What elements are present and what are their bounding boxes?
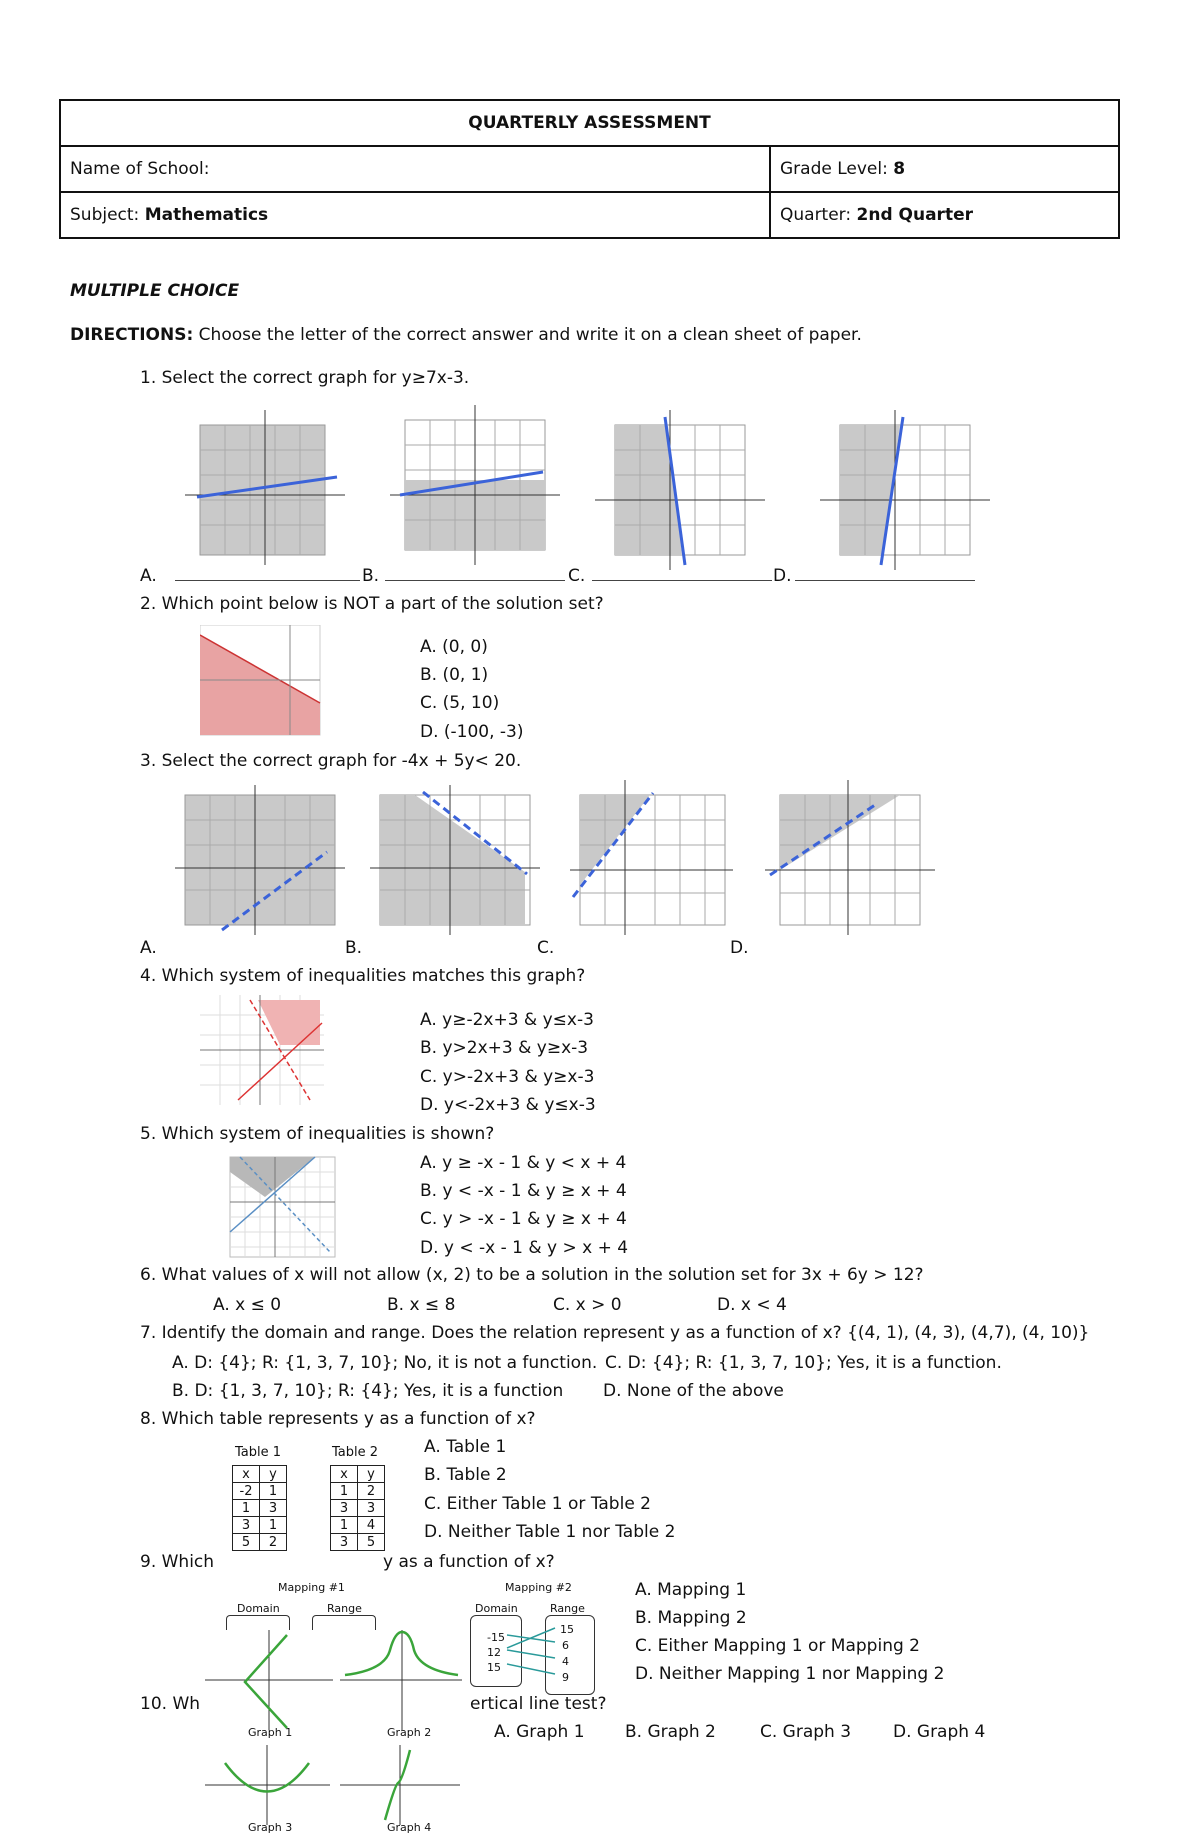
q10-option-d: D. Graph 4 [893,1722,986,1742]
q7-option-c: C. D: {4}; R: {1, 3, 7, 10}; Yes, it is a function. [605,1353,1002,1373]
q4-graph [200,995,325,1105]
q3-graph-a [170,780,350,940]
mapping2-domain-val: -15 [487,1631,505,1644]
q1-label-b: B. [362,566,380,586]
q8-text: 8. Which table represents y as a function of x? [140,1409,536,1429]
q5-graph [225,1152,340,1260]
q1-underline-b [385,580,565,581]
grade-label: Grade Level: [780,159,888,179]
q9-option-d: D. Neither Mapping 1 nor Mapping 2 [635,1664,945,1684]
q1-label-d: D. [773,566,792,586]
q2-option-b: B. (0, 1) [420,665,489,685]
table-cell: 1 [260,1483,287,1500]
table-cell: x [233,1466,260,1483]
q1-underline-d [795,580,975,581]
mapping2-domain-val: 12 [487,1646,501,1659]
q4-option-a: A. y≥-2x+3 & y≤x-3 [420,1010,594,1030]
q1-label-a: A. [140,566,157,586]
q1-graph-b [385,400,565,575]
table-cell: 5 [358,1534,385,1551]
table-cell: 1 [331,1483,358,1500]
q5-option-c: C. y > -x - 1 & y ≥ x + 4 [420,1209,627,1229]
q2-graph [200,625,322,737]
q3-graph-d [760,775,940,940]
table-cell: 2 [260,1534,287,1551]
table-cell: 3 [331,1500,358,1517]
q1-underline-c [592,580,772,581]
q10-option-a: A. Graph 1 [494,1722,585,1742]
q7-text: 7. Identify the domain and range. Does the relation represent y as a function of x? {(4, 1), (4, 3), (4,7), (4, 10)} [140,1323,1090,1343]
mapping2-domain: Domain [475,1602,518,1615]
q1-graph-d [815,405,995,575]
q8-option-d: D. Neither Table 1 nor Table 2 [424,1522,676,1542]
school-label: Name of School: [70,159,210,179]
directions-label: DIRECTIONS: [70,325,194,345]
q3-label-b: B. [345,938,363,958]
table-cell: 3 [331,1534,358,1551]
q4-text: 4. Which system of inequalities matches this graph? [140,966,586,986]
table-cell: 1 [233,1500,260,1517]
grade-value: 8 [893,159,906,179]
mapping2-range-val: 9 [562,1671,569,1684]
q10-graph-label-2: Graph 2 [387,1726,432,1739]
q10-graph-label-3: Graph 3 [248,1821,293,1834]
q10-graph-label-1: Graph 1 [248,1726,293,1739]
q10-graph-4 [340,1745,465,1825]
q6-option-d: D. x < 4 [717,1295,787,1315]
directions [70,325,862,345]
q7-option-a: A. D: {4}; R: {1, 3, 7, 10}; No, it is not a function. [172,1353,598,1373]
table-cell: 3 [233,1517,260,1534]
mapping2-arrows [505,1620,560,1680]
mapping2-range-val: 15 [560,1623,574,1636]
q10-option-c: C. Graph 3 [760,1722,852,1742]
mapping1-title: Mapping #1 [278,1581,345,1594]
mapping2-range-val: 4 [562,1655,569,1668]
header-table [59,99,1120,239]
q4-option-b: B. y>2x+3 & y≥x-3 [420,1038,589,1058]
mapping2-title: Mapping #2 [505,1581,572,1594]
table-cell: y [260,1466,287,1483]
q1-label-c: C. [568,566,586,586]
q5-text: 5. Which system of inequalities is shown? [140,1124,495,1144]
q3-text: 3. Select the correct graph for -4x + 5y< 20. [140,751,522,771]
q10-graph-2 [340,1630,465,1730]
q6-option-a: A. x ≤ 0 [213,1295,282,1315]
mapping1-range: Range [327,1602,362,1615]
directions-text: Choose the letter of the correct answer and write it on a clean sheet of paper. [198,325,862,345]
quarter-label: Quarter: [780,205,852,225]
q3-label-d: D. [730,938,749,958]
table-cell: 5 [233,1534,260,1551]
mapping2-range: Range [550,1602,585,1615]
q8-option-a: A. Table 1 [424,1437,507,1457]
q5-option-d: D. y < -x - 1 & y > x + 4 [420,1238,629,1258]
q10-graph-1 [205,1630,335,1730]
q1-text: 1. Select the correct graph for y≥7x-3. [140,368,470,388]
mapping1-domain: Domain [237,1602,280,1615]
subject-value: Mathematics [144,205,269,225]
subject-cell [60,192,770,238]
q3-graph-c [565,775,735,940]
q2-option-a: A. (0, 0) [420,637,488,657]
q3-label-a: A. [140,938,157,958]
mapping2-range-val: 6 [562,1639,569,1652]
school-cell [60,146,770,192]
subject-label: Subject: [70,205,140,225]
table-cell: 3 [260,1500,287,1517]
q8-table2-title: Table 2 [332,1445,379,1460]
q6-option-c: C. x > 0 [553,1295,622,1315]
q1-graph-a [175,405,355,575]
quarter-value: 2nd Quarter [856,205,973,225]
q8-option-b: B. Table 2 [424,1465,507,1485]
mapping2-domain-val: 15 [487,1661,501,1674]
q10-graph-3 [205,1745,335,1825]
quarter-cell [770,192,1119,238]
q8-table1-title: Table 1 [235,1445,282,1460]
q2-option-c: C. (5, 10) [420,693,500,713]
table-cell: y [358,1466,385,1483]
mapping1-domain-box [226,1615,290,1630]
q10-text-start: 10. Wh [140,1694,201,1714]
mapping1-range-box [312,1615,376,1630]
q2-text: 2. Which point below is NOT a part of the solution set? [140,594,604,614]
q8-option-c: C. Either Table 1 or Table 2 [424,1494,651,1514]
q9-text-end: y as a function of x? [383,1552,555,1572]
q8-table2 [330,1465,385,1551]
q2-option-d: D. (-100, -3) [420,722,524,742]
q9-option-a: A. Mapping 1 [635,1580,747,1600]
q3-graph-b [365,780,545,940]
table-cell: -2 [233,1483,260,1500]
q4-option-c: C. y>-2x+3 & y≥x-3 [420,1067,595,1087]
q6-text: 6. What values of x will not allow (x, 2) to be a solution in the solution set for 3x + 6y > 12? [140,1265,924,1285]
section-title: MULTIPLE CHOICE [70,281,240,301]
q1-underline-a [175,580,360,581]
q9-option-b: B. Mapping 2 [635,1608,747,1628]
q8-table1 [232,1465,287,1551]
q7-option-b: B. D: {1, 3, 7, 10}; R: {4}; Yes, it is a function [172,1381,564,1401]
q1-graph-c [590,405,770,575]
table-cell: x [331,1466,358,1483]
q10-text-end: ertical line test? [470,1694,607,1714]
assessment-title: QUARTERLY ASSESSMENT [60,100,1119,146]
q4-option-d: D. y<-2x+3 & y≤x-3 [420,1095,596,1115]
table-cell: 3 [358,1500,385,1517]
table-cell: 1 [260,1517,287,1534]
table-cell: 2 [358,1483,385,1500]
q9-option-c: C. Either Mapping 1 or Mapping 2 [635,1636,920,1656]
q9-text-start: 9. Which [140,1552,215,1572]
table-cell: 4 [358,1517,385,1534]
q5-option-b: B. y < -x - 1 & y ≥ x + 4 [420,1181,627,1201]
q3-label-c: C. [537,938,555,958]
table-cell: 1 [331,1517,358,1534]
q6-option-b: B. x ≤ 8 [387,1295,456,1315]
q7-option-d: D. None of the above [603,1381,784,1401]
q10-graph-label-4: Graph 4 [387,1821,432,1834]
q10-option-b: B. Graph 2 [625,1722,716,1742]
q5-option-a: A. y ≥ -x - 1 & y < x + 4 [420,1153,627,1173]
grade-cell [770,146,1119,192]
